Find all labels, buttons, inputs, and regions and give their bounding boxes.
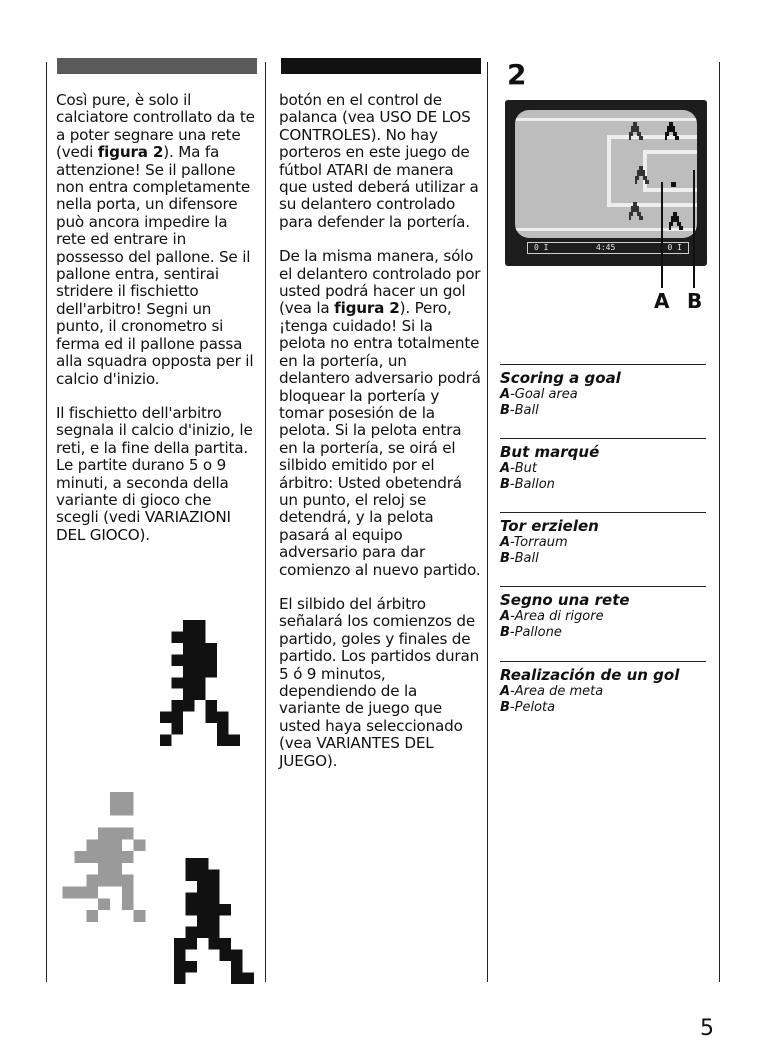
screen-player-5 (669, 212, 683, 230)
caption-key: A (500, 387, 511, 402)
caption-title: But marqué (500, 443, 600, 461)
field-top-line (515, 118, 697, 121)
caption-rule-5 (500, 661, 706, 662)
caption-value: -But (510, 461, 538, 476)
caption-title: Tor erzielen (500, 517, 599, 535)
spanish-p2-text-b: ). Pero, ¡tenga cuidado! Si la pelota no entra totalmente en la portería, un delantero adversario podrá bloquear la portería y tomar posesión de la pelota. Si la pelota entra en la portería, se oirá el silbido emitido por el árbitro: Usted obetendrá un punto, el reloj se detendrá, y la pelota pasará al equipo adversario para dar comienzo al nuevo partido. (279, 299, 481, 579)
score-right: 0 I (667, 243, 682, 252)
caption-line-b (500, 477, 706, 493)
caption-key: B (500, 700, 510, 715)
player-sprite-gray (62, 792, 158, 922)
screen-player-3 (635, 166, 649, 184)
caption-german (500, 517, 706, 567)
game-screen (505, 100, 707, 266)
caption-key: B (500, 625, 510, 640)
game-field (515, 110, 697, 238)
screen-player-2 (665, 122, 679, 140)
caption-value: -Area di rigore (510, 609, 604, 624)
page-number: 5 (700, 1016, 714, 1041)
figure-label-b: B (687, 289, 703, 313)
spanish-p2-text-a: De la misma manera, sólo el delantero controlado por usted podrá hacer un gol (vea la (279, 247, 481, 318)
caption-key: B (500, 477, 510, 492)
pointer-line-b (693, 170, 695, 288)
italian-figure-ref: figura 2 (97, 143, 164, 162)
column-rule-left (46, 62, 47, 982)
caption-spanish (500, 666, 706, 716)
italian-p1-text-b: ). Ma fa attenzione! Se il pallone non entra completamente nella porta, un difensore può ancora impedire la rete ed entrare in possesso del pallone. Se il pallone entra, sentirai stridere il fischietto dell'arbitro! Segni un punto, il cronometro si ferma ed il pallone passa alla squadra opposta per il calcio d'inizio. (56, 143, 254, 388)
screen-player-1 (629, 122, 643, 140)
caption-line-a (500, 684, 706, 700)
italian-paragraph-1 (56, 92, 256, 388)
caption-line-a (500, 535, 706, 551)
caption-line-b (500, 700, 706, 716)
caption-rule-2 (500, 438, 706, 439)
spanish-paragraph-1: botón en el control de palanca (vea USO DE LOS CONTROLES). No hay porteros en este juego de fútbol ATARI de manera que usted deberá utilizar a su delantero controlado para defender la portería. (279, 91, 479, 231)
caption-line-b (500, 551, 706, 567)
player-sprite-black-top (158, 620, 242, 746)
caption-line-b (500, 403, 706, 419)
caption-key: B (500, 551, 510, 566)
caption-value: -Area de meta (510, 684, 604, 699)
score-bar (527, 242, 689, 254)
figure-number: 2 (507, 58, 527, 91)
pointer-line-a (661, 182, 663, 288)
game-clock: 4:45 (596, 243, 616, 252)
column-rule-mid2 (487, 62, 488, 982)
caption-key: A (500, 461, 511, 476)
caption-key: A (500, 535, 511, 550)
caption-rule-3 (500, 512, 706, 513)
caption-value: -Pelota (509, 700, 556, 715)
caption-line-a (500, 387, 706, 403)
player-sprite-black-bottom (172, 858, 256, 984)
caption-value: -Ball (509, 403, 539, 418)
caption-french (500, 443, 706, 493)
spanish-paragraph-2 (279, 248, 481, 579)
caption-rule-1 (500, 364, 706, 365)
italian-column (56, 92, 256, 561)
caption-line-b (500, 625, 706, 641)
caption-title: Segno una rete (500, 591, 630, 609)
column-rule-right (719, 62, 720, 982)
spanish-figure-ref: figura 2 (334, 299, 400, 318)
figure-label-a: A (654, 289, 670, 313)
italian-paragraph-2: Il fischietto dell'arbitro segnala il calcio d'inizio, le reti, e la fine della partita. Le partite durano 5 o 9 minuti, a seconda della variante di gioco che scegli (vedi VARIAZIONI DEL GIOCO). (56, 403, 253, 544)
header-bar-italian (57, 58, 257, 74)
spanish-column (279, 92, 481, 787)
caption-title: Scoring a goal (500, 369, 621, 387)
header-bar-spanish (281, 58, 481, 74)
caption-line-a (500, 609, 706, 625)
spanish-paragraph-3: El silbido del árbitro señalará los comienzos de partido, goles y finales de partido. Los partidos duran 5 ó 9 minutos, dependiendo de la variante de juego que usted haya seleccionado (vea VARIANTES DEL JUEGO). (279, 594, 479, 770)
caption-key: B (500, 403, 510, 418)
goal-outline (643, 150, 697, 192)
caption-italian (500, 591, 706, 641)
column-rule-mid1 (265, 62, 266, 982)
caption-key: A (500, 609, 511, 624)
italian-p1-text-a: Così pure, è solo il calciatore controllato da te a poter segnare una rete (vedi (56, 91, 255, 162)
caption-line-a (500, 461, 706, 477)
screen-player-4 (629, 202, 643, 220)
caption-title: Realización de un gol (500, 666, 680, 684)
caption-rule-4 (500, 586, 706, 587)
caption-value: -Ball (509, 551, 539, 566)
caption-value: -Torraum (510, 535, 568, 550)
caption-value: -Ballon (509, 477, 555, 492)
screen-ball (671, 182, 676, 187)
caption-key: A (500, 684, 511, 699)
caption-english (500, 369, 706, 419)
caption-value: -Pallone (509, 625, 562, 640)
caption-value: -Goal area (510, 387, 578, 402)
score-left: 0 I (534, 243, 549, 252)
